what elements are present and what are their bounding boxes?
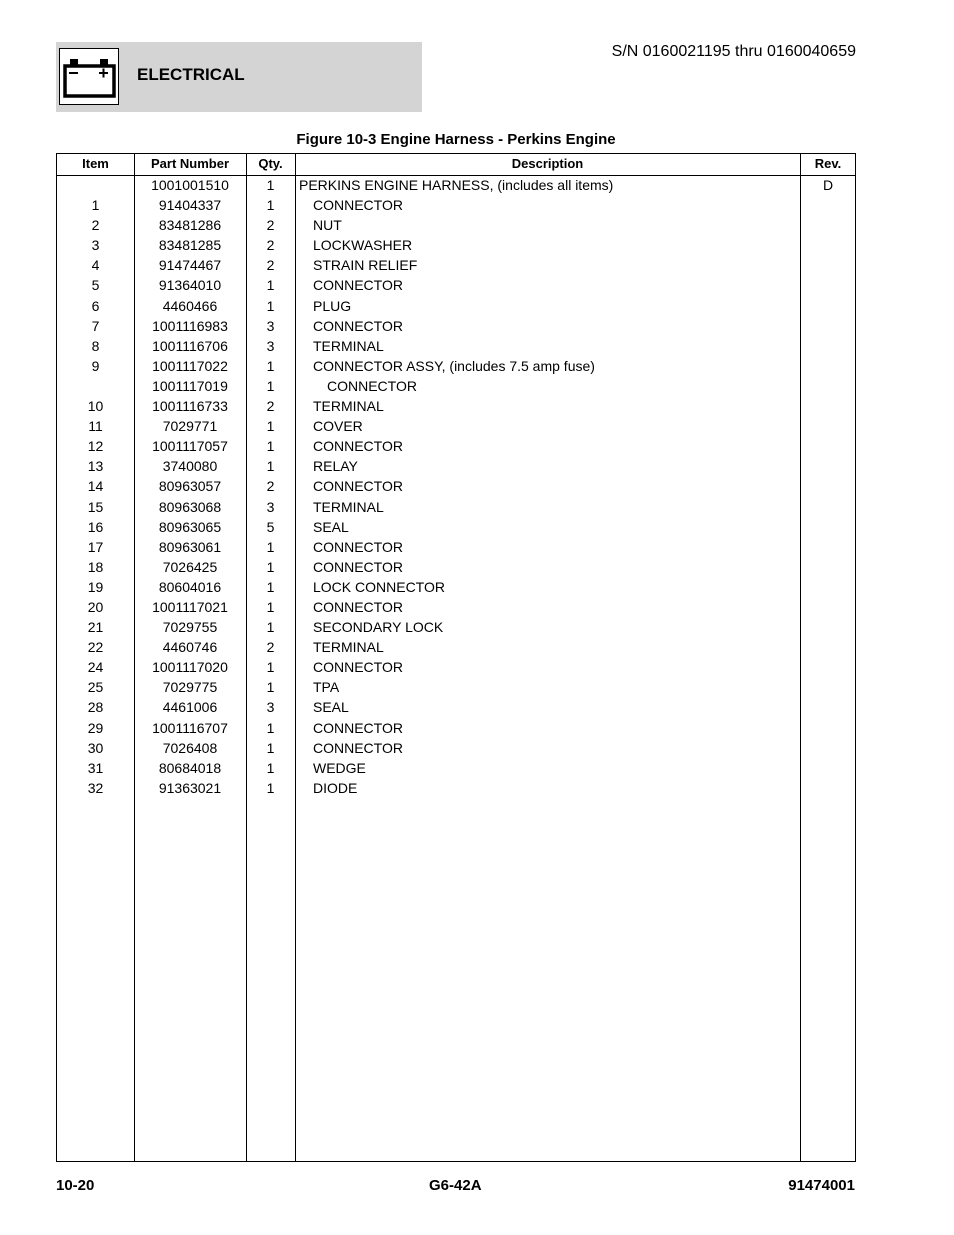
item-cell: 30 — [87, 739, 104, 756]
table-row — [57, 257, 855, 277]
description-cell: TERMINAL — [313, 337, 384, 354]
table-row — [57, 418, 855, 438]
table-row — [57, 639, 855, 659]
item-cell: 24 — [87, 659, 104, 676]
figure-title: Figure 10-3 Engine Harness - Perkins Engine — [296, 131, 616, 148]
qty-cell: 1 — [266, 177, 275, 193]
qty-cell: 2 — [266, 217, 275, 234]
document-number: 91474001 — [788, 1177, 855, 1194]
table-row — [57, 519, 855, 539]
qty-cell: 1 — [266, 779, 275, 796]
table-row — [57, 378, 855, 398]
description-cell: CONNECTOR — [313, 438, 403, 455]
qty-cell: 3 — [266, 498, 275, 515]
qty-cell: 1 — [266, 558, 275, 575]
part-number-cell: 80963065 — [158, 518, 222, 535]
description-cell: STRAIN RELIEF — [313, 257, 418, 274]
qty-cell: 1 — [266, 578, 275, 595]
battery-icon — [59, 48, 119, 105]
qty-cell: 2 — [266, 237, 275, 254]
qty-cell: 2 — [266, 398, 275, 415]
qty-cell: 2 — [266, 478, 275, 495]
qty-cell: 1 — [266, 598, 275, 615]
description-cell: SECONDARY LOCK — [313, 619, 444, 636]
column-header-description: Description — [511, 156, 584, 171]
part-number-cell: 1001117057 — [152, 438, 228, 455]
column-header-item: Item — [82, 156, 109, 171]
part-number-cell: 1001116733 — [152, 398, 228, 415]
description-cell: CONNECTOR — [313, 277, 403, 294]
rev-cell: D — [822, 177, 834, 193]
item-cell: 6 — [91, 297, 100, 314]
part-number-cell: 80604016 — [158, 578, 222, 595]
item-cell: 32 — [87, 779, 104, 796]
table-row — [57, 438, 855, 458]
header-divider — [57, 175, 855, 176]
qty-cell: 1 — [266, 538, 275, 555]
part-number-cell: 7029771 — [162, 418, 218, 435]
qty-cell: 1 — [266, 377, 275, 394]
description-cell: CONNECTOR — [313, 739, 403, 756]
table-row — [57, 760, 855, 780]
part-number-cell: 7029775 — [162, 679, 218, 696]
description-cell: TPA — [313, 679, 340, 696]
item-cell: 20 — [87, 598, 104, 615]
item-cell: 3 — [91, 237, 100, 254]
item-cell: 1 — [91, 197, 100, 214]
item-cell: 22 — [87, 639, 104, 656]
part-number-cell: 7026425 — [162, 558, 218, 575]
description-cell: LOCK CONNECTOR — [313, 578, 445, 595]
qty-cell: 5 — [266, 518, 275, 535]
item-cell: 19 — [87, 578, 104, 595]
table-row — [57, 277, 855, 297]
description-cell: CONNECTOR ASSY, (includes 7.5 amp fuse) — [313, 357, 595, 374]
column-header-rev: Rev. — [814, 156, 842, 171]
table-row — [57, 237, 855, 257]
item-cell: 7 — [91, 317, 100, 334]
description-cell: CONNECTOR — [313, 558, 403, 575]
table-row — [57, 619, 855, 639]
item-cell: 21 — [87, 619, 104, 636]
qty-cell: 1 — [266, 438, 275, 455]
qty-cell: 1 — [266, 418, 275, 435]
item-cell: 12 — [87, 438, 104, 455]
description-cell: SEAL — [313, 518, 349, 535]
serial-number-range: S/N 0160021195 thru 0160040659 — [611, 43, 856, 60]
description-cell: RELAY — [313, 458, 358, 475]
table-row — [57, 197, 855, 217]
part-number-cell: 80963068 — [158, 498, 222, 515]
part-number-cell: 80684018 — [158, 759, 222, 776]
part-number-cell: 3740080 — [162, 458, 218, 475]
item-cell: 14 — [87, 478, 104, 495]
part-number-cell: 4461006 — [162, 699, 218, 716]
description-cell: PERKINS ENGINE HARNESS, (includes all items) — [299, 177, 614, 193]
item-cell: 13 — [87, 458, 104, 475]
table-row — [57, 398, 855, 418]
item-cell: 2 — [91, 217, 100, 234]
description-cell: DIODE — [313, 779, 358, 796]
table-row — [57, 358, 855, 378]
table-row — [57, 740, 855, 760]
table-row — [57, 539, 855, 559]
item-cell: 8 — [91, 337, 100, 354]
table-row — [57, 780, 855, 800]
qty-cell: 1 — [266, 458, 275, 475]
item-cell: 4 — [91, 257, 100, 274]
item-cell: 28 — [87, 699, 104, 716]
parts-table — [56, 153, 856, 1162]
description-cell: CONNECTOR — [313, 719, 403, 736]
model-number: G6-42A — [429, 1177, 482, 1194]
part-number-cell: 7026408 — [162, 739, 218, 756]
page-number: 10-20 — [56, 1177, 95, 1194]
part-number-cell: 83481286 — [158, 217, 222, 234]
qty-cell: 2 — [266, 257, 275, 274]
description-cell: CONNECTOR — [327, 377, 417, 394]
description-cell: NUT — [313, 217, 342, 234]
part-number-cell: 1001116706 — [152, 337, 228, 354]
table-row — [57, 599, 855, 619]
part-number-cell: 83481285 — [158, 237, 222, 254]
qty-cell: 1 — [266, 679, 275, 696]
description-cell: LOCKWASHER — [313, 237, 413, 254]
item-cell: 5 — [91, 277, 100, 294]
part-number-cell: 1001116707 — [152, 719, 228, 736]
part-number-cell: 1001001510 — [151, 177, 229, 193]
table-row — [57, 679, 855, 699]
description-cell: CONNECTOR — [313, 317, 403, 334]
qty-cell: 1 — [266, 277, 275, 294]
section-title: ELECTRICAL — [137, 65, 245, 84]
part-number-cell: 1001116983 — [152, 317, 228, 334]
part-number-cell: 7029755 — [162, 619, 218, 636]
table-row — [57, 579, 855, 599]
part-number-cell: 1001117021 — [152, 598, 228, 615]
description-cell: COVER — [313, 418, 363, 435]
part-number-cell: 91404337 — [158, 197, 222, 214]
item-cell: 17 — [87, 538, 104, 555]
description-cell: PLUG — [313, 297, 352, 314]
description-cell: WEDGE — [313, 759, 366, 776]
qty-cell: 3 — [266, 337, 275, 354]
item-cell: 16 — [87, 518, 104, 535]
part-number-cell: 4460746 — [162, 639, 218, 656]
table-row — [57, 478, 855, 498]
item-cell: 18 — [87, 558, 104, 575]
part-number-cell: 91364010 — [158, 277, 222, 294]
part-number-cell: 1001117019 — [152, 377, 228, 394]
description-cell: TERMINAL — [313, 498, 384, 515]
description-cell: CONNECTOR — [313, 197, 403, 214]
description-cell: CONNECTOR — [313, 659, 403, 676]
qty-cell: 1 — [266, 719, 275, 736]
table-row — [57, 559, 855, 579]
qty-cell: 1 — [266, 759, 275, 776]
table-row — [57, 699, 855, 719]
part-number-cell: 80963057 — [158, 478, 222, 495]
item-cell: 29 — [87, 719, 104, 736]
column-header-part-number: Part Number — [150, 156, 230, 171]
table-row — [57, 318, 855, 338]
part-number-cell: 1001117020 — [152, 659, 228, 676]
qty-cell: 1 — [266, 659, 275, 676]
qty-cell: 1 — [266, 297, 275, 314]
table-row — [57, 659, 855, 679]
table-body — [57, 177, 855, 800]
part-number-cell: 91474467 — [158, 257, 222, 274]
part-number-cell: 80963061 — [158, 538, 222, 555]
column-header-qty: Qty. — [258, 156, 283, 171]
qty-cell: 1 — [266, 357, 275, 374]
description-cell: CONNECTOR — [313, 478, 403, 495]
table-row — [57, 177, 855, 197]
description-cell: CONNECTOR — [313, 538, 403, 555]
item-cell: 10 — [87, 398, 104, 415]
qty-cell: 3 — [266, 317, 275, 334]
table-row — [57, 217, 855, 237]
qty-cell: 2 — [266, 639, 275, 656]
qty-cell: 1 — [266, 197, 275, 214]
table-row — [57, 338, 855, 358]
qty-cell: 1 — [266, 739, 275, 756]
table-row — [57, 458, 855, 478]
description-cell: CONNECTOR — [313, 598, 403, 615]
item-cell: 15 — [87, 498, 104, 515]
qty-cell: 3 — [266, 699, 275, 716]
description-cell: TERMINAL — [313, 639, 384, 656]
description-cell: SEAL — [313, 699, 349, 716]
table-row — [57, 720, 855, 740]
part-number-cell: 4460466 — [162, 297, 218, 314]
description-cell: TERMINAL — [313, 398, 384, 415]
item-cell: 11 — [88, 418, 103, 435]
table-row — [57, 298, 855, 318]
item-cell: 25 — [87, 679, 104, 696]
part-number-cell: 91363021 — [158, 779, 222, 796]
item-cell: 9 — [91, 357, 100, 374]
table-row — [57, 499, 855, 519]
item-cell: 31 — [87, 759, 104, 776]
qty-cell: 1 — [266, 619, 275, 636]
part-number-cell: 1001117022 — [152, 357, 228, 374]
